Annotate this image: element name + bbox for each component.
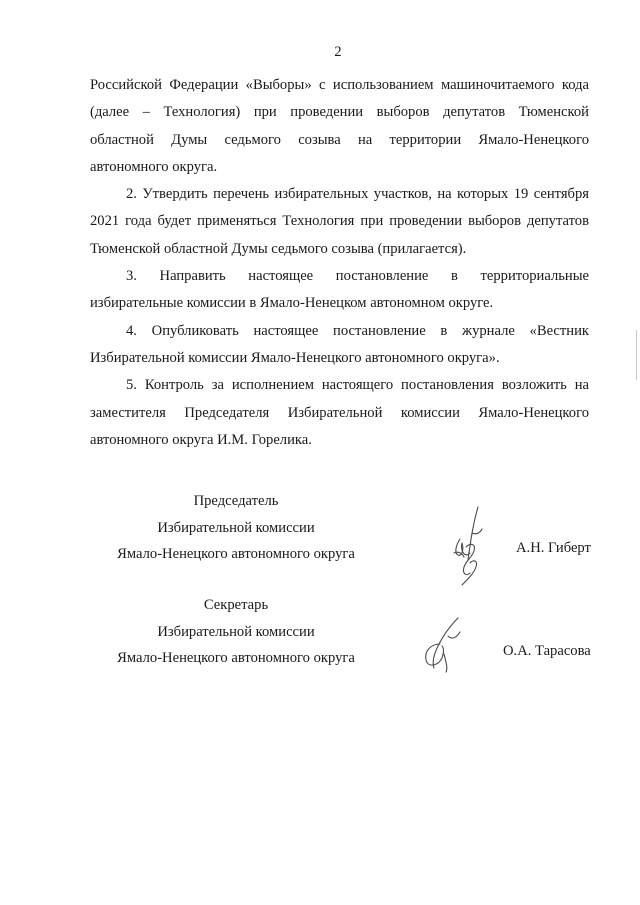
paragraph-line: автономного округа И.М. Горелика. [90,431,312,448]
paragraph-line: 5. Контроль за исполнением настоящего постановления возложить на [126,377,589,394]
paragraph-line: 2021 года будет применяться Технология при проведении выборов депутатов [90,213,589,230]
secretary-title-line: Ямало-Ненецкого автономного округа [117,650,355,666]
paragraph-line: областной Думы седьмого созыва на территории Ямало-Ненецкого [90,131,589,148]
chairman-title-line: Избирательной комиссии [157,519,315,536]
page-number: 2 [334,44,342,60]
chairman-title-line: Ямало-Ненецкого автономного округа [117,546,355,562]
paragraph-line: (далее – Технология) при проведении выборов депутатов Тюменской [90,104,589,121]
secretary-name: О.А. Тарасова [503,643,591,659]
paragraph-line: 3. Направить настоящее постановление в территориальные [126,268,589,285]
scan-edge-mark [636,330,637,380]
paragraph-line: Избирательной комиссии Ямало-Ненецкого автономного округа». [90,349,500,366]
chairman-name: А.Н. Гиберт [516,540,591,556]
paragraph-line: 2. Утвердить перечень избирательных участков, на которых 19 сентября [126,186,589,203]
paragraph-line: Тюменской областной Думы седьмого созыва (прилагается). [90,240,467,257]
secretary-title [100,592,372,672]
secretary-signature [418,614,466,676]
paragraph-line: 4. Опубликовать настоящее постановление в журнале «Вестник [126,322,589,339]
secretary-title-line: Избирательной комиссии [157,623,315,640]
chairman-title-line: Председатель [193,493,279,509]
paragraph-line: избирательные комиссии в Ямало-Ненецком автономном округе. [90,295,494,312]
chairman-title [100,488,372,568]
chairman-signature [440,503,490,593]
paragraph-line: автономного округа. [90,158,218,175]
paragraph-line: Российской Федерации «Выборы» с использованием машиночитаемого кода [90,77,589,93]
body-text [90,72,589,454]
secretary-title-line: Секретарь [203,597,269,613]
paragraph-line: заместителя Председателя Избирательной комиссии Ямало-Ненецкого [90,404,589,421]
